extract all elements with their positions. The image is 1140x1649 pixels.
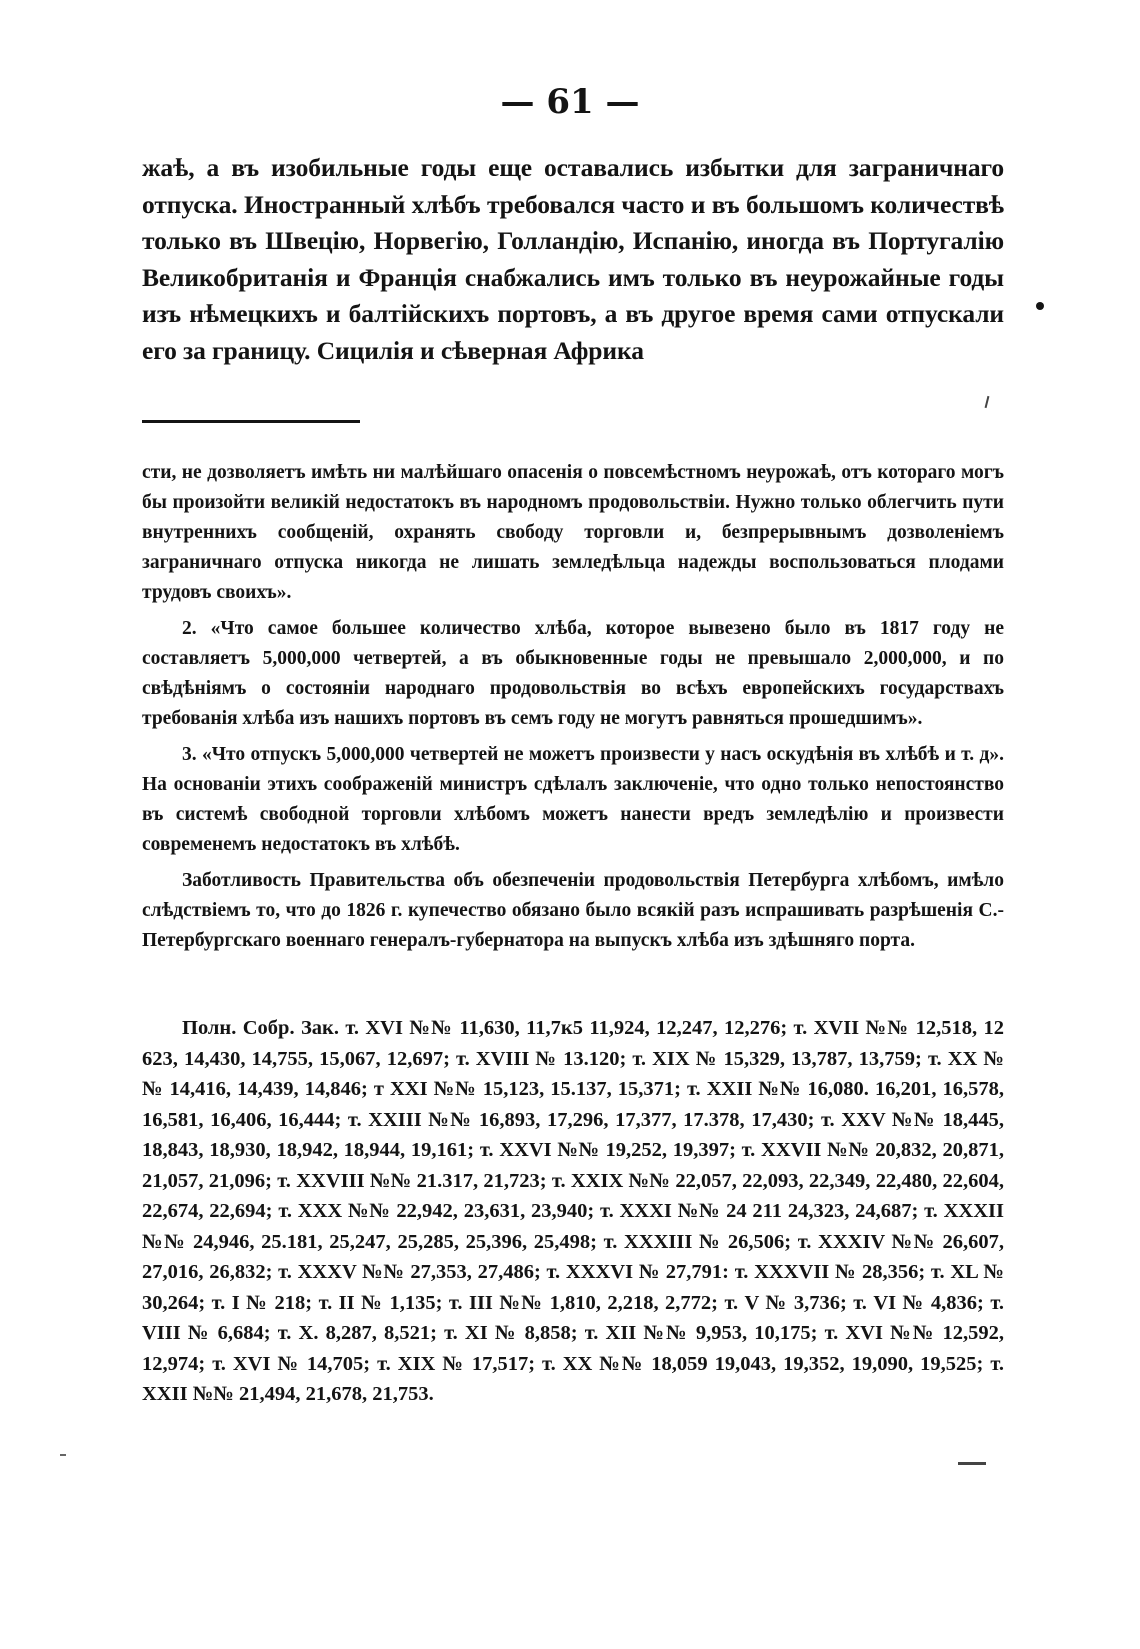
page-end-mark — [958, 1462, 986, 1465]
main-paragraph: жаѣ, а въ изобильные годы еще оставались избытки для заграничнаго отпуска. Иностранный хлѣбъ требовался часто и въ большомъ количествѣ только въ Швецію, Норвегію, Голландію, Испанію, иногда въ Португалію Великобританія и Франція снабжались имъ только въ неурожайные годы изъ нѣмецкихъ и балтійскихъ портовъ, а въ другое время сами отпускали его за границу. Сицилія и сѣверная Африка — [142, 153, 1004, 365]
footnote-paragraph-2: 2. «Что самое большее количество хлѣба, которое вывезено было въ 1817 году не составляетъ 5,000,000 четвертей, а въ обыкновенные годы не превышало 2,000,000, и по свѣдѣніямъ о состояніи народнаго продовольствія во всѣхъ европейскихъ государствахъ требованія хлѣба изъ нашихъ портовъ въ семъ году не могутъ равняться прошедшимъ». — [142, 618, 1004, 729]
page-number: — 61 — — [500, 82, 640, 122]
footnotes-block — [142, 458, 1004, 962]
margin-dot-mark — [1036, 302, 1044, 310]
footnote-separator-rule — [142, 420, 360, 423]
footnote-paragraph-3: 3. «Что отпускъ 5,000,000 четвертей не можетъ произвести у насъ оскудѣнія въ хлѣбѣ и т. д». На основаніи этихъ соображеній министръ сдѣлалъ заключеніе, что одно только непостоянство въ системѣ свободной торговли хлѣбомъ можетъ нанести вредъ земледѣлію и произвести современемъ недостатокъ въ хлѣбѣ. — [142, 744, 1004, 855]
edge-mark — [60, 1454, 66, 1456]
footnote-paragraph-4: Заботливость Правительства объ обезпеченіи продовольствія Петербурга хлѣбомъ, имѣло слѣдствіемъ то, что до 1826 г. купечество обязано было всякій разъ испрашивать разрѣшенія С.-Петербургскаго военнаго генералъ-губернатора на выпускъ хлѣба изъ здѣшняго порта. — [142, 870, 1004, 951]
margin-tick-mark — [985, 396, 990, 408]
footnote-sources: Полн. Собр. Зак. т. XVI №№ 11,630, 11,7к5 11,924, 12,247, 12,276; т. XVII №№ 12,518, 12 623, 14,430, 14,755, 15,067, 12,697; т. XVIII № 13.120; т. XIX № 15,329, 13,787, 13,759; т. XX №№ 14,416, 14,439, 14,846; т XXI №№ 15,123, 15.137, 15,371; т. XXII №№ 16,080. 16,201, 16,578, 16,581, 16,406, 16,444; т. XXIII №№ 16,893, 17,296, 17,377, 17.378, 17,430; т. XXV №№ 18,445, 18,843, 18,930, 18,942, 18,944, 19,161; т. XXVI №№ 19,252, 19,397; т. XXVII №№ 20,832, 20,871, 21,057, 21,096; т. XXVIII №№ 21.317, 21,723; т. XXIX №№ 22,057, 22,093, 22,349, 22,480, 22,604, 22,674, 22,694; т. XXX №№ 22,942, 23,631, 23,940; т. XXXI №№ 24 211 24,323, 24,687; т. XXXII №№ 24,946, 25.181, 25,247, 25,285, 25,396, 25,498; т. XXXIII № 26,506; т. XXXIV №№ 26,607, 27,016, 26,832; т. XXXV №№ 27,353, 27,486; т. XXXVI № 27,791: т. XXXVII № 28,356; т. XL № 30,264; т. I № 218; т. II № 1,135; т. III №№ 1,810, 2,218, 2,772; т. V № 3,736; т. VI № 4,836; т. VIII № 6,684; т. X. 8,287, 8,521; т. XI № 8,858; т. XII №№ 9,953, 10,175; т. XVI №№ 12,592, 12,974; т. XVI № 14,705; т. XIX № 17,517; т. XX №№ 18,059 19,043, 19,352, 19,090, 19,525; т. XXII №№ 21,494, 21,678, 21,753. — [142, 1017, 1004, 1405]
footnote-paragraph-1: сти, не дозволяетъ имѣть ни малѣйшаго опасенія о повсемѣстномъ неурожаѣ, отъ котораго могъ бы произойти великій недостатокъ въ народномъ продовольствіи. Нужно только облегчить пути внутреннихъ сообщеній, охранять свободу торговли и, безпрерывнымъ дозволеніемъ заграничнаго отпуска никогда не лишать земледѣльца надежды воспользоваться плодами трудовъ своихъ». — [142, 462, 1004, 603]
